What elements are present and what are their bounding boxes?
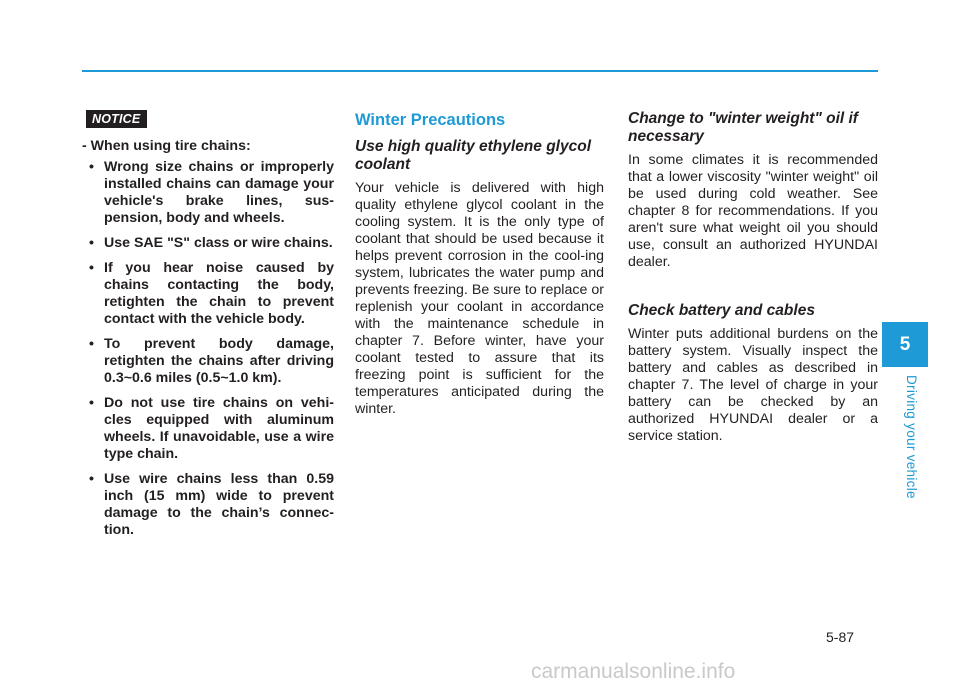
notice-bullet: • Do not use tire chains on vehi-cles equipped with aluminum wheels. If unavoidable, use a wire type chain. (82, 395, 334, 463)
winter-column (355, 110, 604, 418)
notice-bullet: • Use SAE "S" class or wire chains. (82, 235, 334, 252)
coolant-heading: Use high quality ethylene glycol coolant (355, 138, 591, 173)
oil-paragraph: In some climates it is recommended that a lower viscosity "winter weight" oil be used during cold weather. See chapter 8 for recommendations. If you aren't sure what weight oil you should use, consult an authorized HYUNDAI dealer. (628, 152, 878, 270)
notice-bullet: • If you hear noise caused by chains contacting the body, retighten the chain to prevent contact with the vehicle body. (82, 260, 334, 328)
notice-bullet: • Use wire chains less than 0.59 inch (15 mm) wide to prevent damage to the chain’s connec-tion. (82, 471, 334, 539)
top-rule (82, 70, 878, 72)
coolant-paragraph: Your vehicle is delivered with high quality ethylene glycol coolant in the cooling system. It is the only type of coolant that should be used because it helps prevent corrosion in the cool-ing system, lubricates the water pump and prevents freezing. Be sure to replace or replenish your coolant in accordance with the maintenance schedule in chapter 7. Before winter, have your coolant tested to assure that its freezing point is sufficient for the temperatures anticipated during the winter. (355, 180, 604, 417)
watermark: carmanualsonline.info (531, 660, 736, 683)
notice-badge: NOTICE (86, 110, 147, 128)
chapter-label: Driving your vehicle (904, 375, 919, 499)
battery-paragraph: Winter puts additional burdens on the battery system. Visually inspect the battery and cables as described in chapter 7. The level of charge in your battery can be checked by an authorized HYUNDAI dealer or a service station. (628, 326, 878, 444)
section-title: Winter Precautions (355, 111, 506, 129)
notice-bullet: • To prevent body damage, retighten the chains after driving 0.3~0.6 miles (0.5~1.0 km). (82, 336, 334, 387)
oil-battery-column (628, 110, 878, 445)
chapter-tab[interactable]: 5 (882, 322, 928, 367)
oil-heading: Change to "winter weight" oil if necessary (628, 110, 858, 145)
notice-bullet: • Wrong size chains or improperly installed chains can damage your vehicle's brake lines, sus-pension, body and wheels. (82, 159, 334, 227)
notice-bullet-list (82, 159, 334, 539)
page-number: 5-87 (826, 629, 855, 645)
notice-lead: - When using tire chains: (82, 138, 251, 154)
battery-heading: Check battery and cables (628, 302, 815, 319)
notice-column (82, 110, 334, 547)
